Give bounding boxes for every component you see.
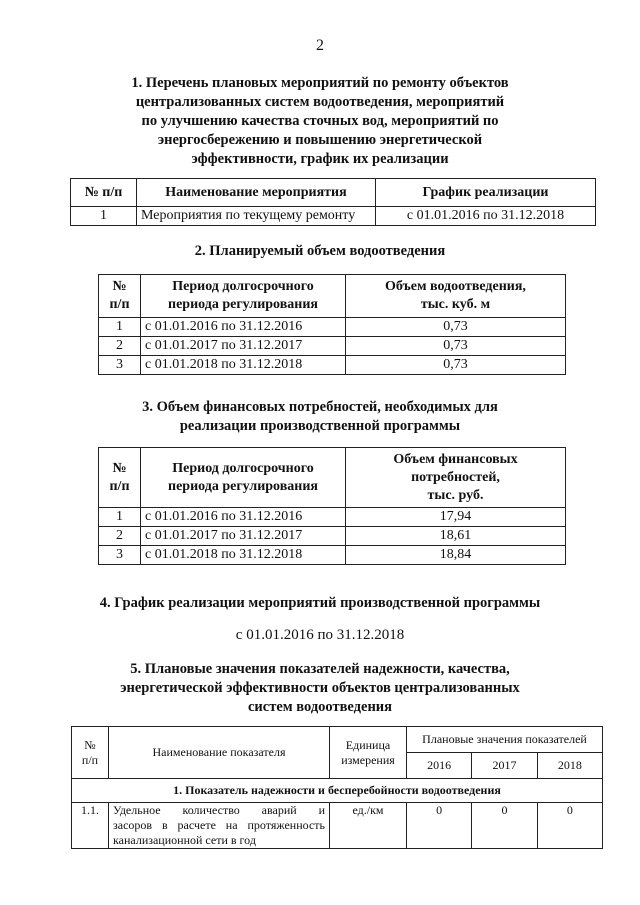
col-header: Период долгосрочного периода регулирования	[141, 275, 346, 318]
table-row: 3 с 01.01.2018 по 31.12.2018 18,84	[99, 546, 566, 565]
table-row: 1 с 01.01.2016 по 31.12.2016 17,94	[99, 508, 566, 527]
section2-table	[98, 274, 566, 375]
col-header: График реализации	[376, 179, 596, 207]
section5-title: 5. Плановые значения показателей надежности, качества, энергетической эффективности объектов централизованных систем водоотведения	[120, 661, 520, 715]
table-header-row	[99, 275, 566, 318]
col-header: Наименование показателя	[109, 727, 330, 779]
section1-table	[70, 178, 596, 226]
col-header: Объем водоотведения, тыс. куб. м	[346, 275, 566, 318]
section3-title: 3. Объем финансовых потребностей, необходимых для реализации производственной программы	[142, 399, 498, 434]
table-row: 1 Мероприятия по текущему ремонту с 01.01.2016 по 31.12.2018	[71, 207, 596, 226]
section2-title: 2. Планируемый объем водоотведения	[194, 243, 446, 259]
col-header: № п/п	[99, 275, 141, 318]
section4-period: с 01.01.2016 по 31.12.2018	[235, 627, 405, 643]
year-header: 2016	[407, 753, 472, 779]
table-row: 3 с 01.01.2018 по 31.12.2018 0,73	[99, 356, 566, 375]
section5-table	[71, 726, 603, 849]
table-row: 1 с 01.01.2016 по 31.12.2016 0,73	[99, 318, 566, 337]
col-header: Период долгосрочного периода регулирования	[141, 448, 346, 508]
year-header: 2017	[472, 753, 537, 779]
col-header: Единица измерения	[330, 727, 407, 779]
col-header: Объем финансовых потребностей, тыс. руб.	[346, 448, 566, 508]
col-header: № п/п	[99, 448, 141, 508]
table-row: 2 с 01.01.2017 по 31.12.2017 0,73	[99, 337, 566, 356]
section3-table	[98, 447, 566, 565]
section4-title: 4. График реализации мероприятий производственной программы	[99, 595, 541, 611]
year-header: 2018	[537, 753, 602, 779]
table-row: 2 с 01.01.2017 по 31.12.2017 18,61	[99, 527, 566, 546]
table-header-row	[99, 448, 566, 508]
col-header: Наименование мероприятия	[137, 179, 376, 207]
table-header-row	[71, 179, 596, 207]
page-number: 2	[316, 37, 324, 54]
col-header: Плановые значения показателей	[407, 727, 603, 753]
col-header: № п/п	[71, 179, 137, 207]
table-header-row	[72, 727, 603, 753]
section1-title: 1. Перечень плановых мероприятий по ремонту объектов централизованных систем водоотведения, мероприятий по улучшению качества сточных вод, мероприятий по энергосбережению и повышению энергетической эффективности, график их реализации	[131, 75, 509, 167]
col-header: № п/п	[72, 727, 109, 779]
group-row: 1. Показатель надежности и бесперебойности водоотведения	[72, 779, 603, 803]
table-row: 1.1. Удельное количество аварий и засоров в расчете на протяженность канализационной сети в год ед./км 0 0 0	[72, 803, 603, 849]
